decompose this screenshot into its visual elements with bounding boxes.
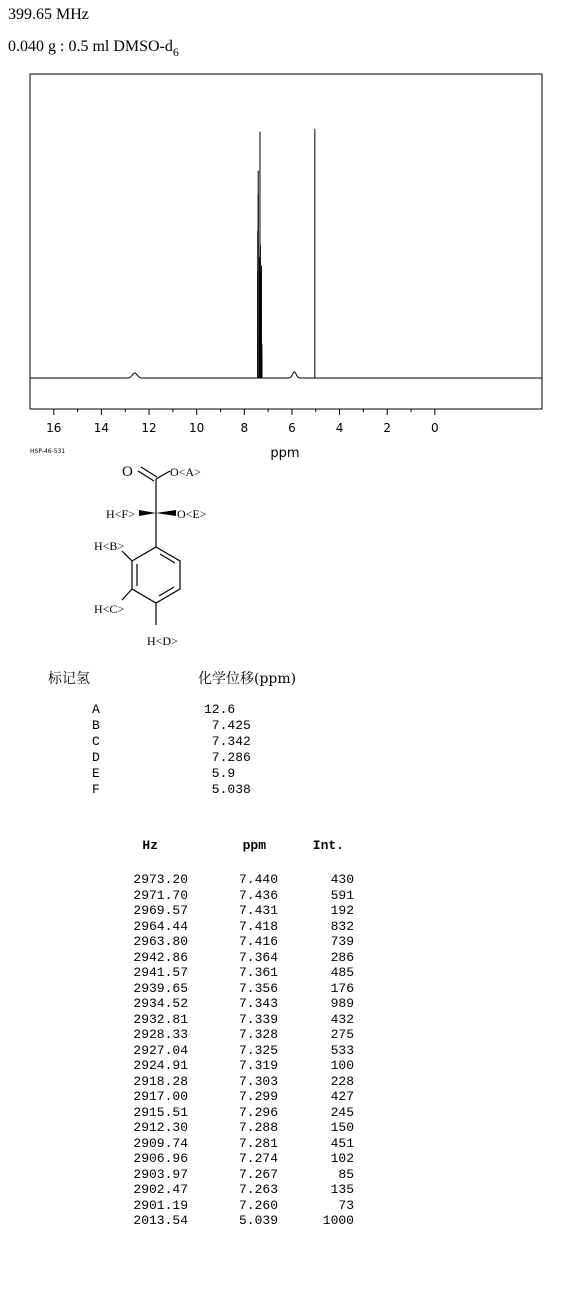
x-tick-label: 6	[288, 421, 296, 435]
hz-cell: 2939.65	[133, 980, 188, 996]
carbonyl-double-bond-1	[138, 471, 154, 481]
molecule-structure	[70, 455, 250, 655]
hz-cell: 2903.97	[133, 1166, 188, 1182]
ppm-cell: 7.296	[238, 1104, 278, 1120]
assignment-label-header: 标记氢	[48, 671, 90, 687]
assignment-shift: 5.9	[204, 766, 236, 781]
spectrometer-frequency: 399.65 MHz	[8, 6, 89, 23]
x-tick-label: 10	[189, 421, 205, 435]
x-tick-label: 4	[335, 421, 344, 435]
intensity-cell: 150	[330, 1120, 354, 1136]
hz-cell: 2912.30	[133, 1120, 188, 1136]
peak-table-body	[80, 872, 354, 1229]
ppm-cell: 7.325	[238, 1042, 278, 1058]
hydrogen-b-label: H<B>	[94, 539, 125, 553]
table-row	[80, 888, 354, 904]
intensity-cell: 192	[330, 903, 354, 919]
intensity-cell: 275	[330, 1027, 354, 1043]
ppm-cell: 7.343	[238, 996, 278, 1012]
assignment-label: D	[92, 750, 100, 765]
table-row	[80, 1027, 354, 1043]
hz-cell: 2918.28	[133, 1073, 188, 1089]
table-row	[80, 1089, 354, 1105]
table-row	[80, 1198, 354, 1214]
hz-cell: 2971.70	[133, 887, 188, 903]
ppm-cell: 7.299	[238, 1089, 278, 1105]
sample-description	[8, 38, 179, 60]
table-row	[80, 1105, 354, 1121]
table-row	[80, 1136, 354, 1152]
intensity-cell: 533	[330, 1042, 354, 1058]
x-axis-tick-labels	[46, 421, 438, 435]
intensity-cell: 432	[330, 1011, 354, 1027]
ppm-cell: 7.356	[238, 980, 278, 996]
ppm-cell: 7.260	[238, 1197, 278, 1213]
intensity-column-header: Int.	[312, 837, 344, 853]
ring-h-bond-c	[122, 589, 132, 600]
intensity-cell: 427	[330, 1089, 354, 1105]
table-row	[80, 1120, 354, 1136]
ppm-cell: 7.364	[238, 949, 278, 965]
hz-cell: 2013.54	[133, 1213, 188, 1229]
table-row	[80, 996, 354, 1012]
intensity-cell: 85	[338, 1166, 354, 1182]
hz-cell: 2932.81	[133, 1011, 188, 1027]
assignment-labels	[92, 702, 100, 798]
table-row	[80, 919, 354, 935]
x-tick-label: 16	[46, 421, 62, 435]
oxygen-a-label: O<A>	[170, 465, 201, 479]
intensity-cell: 1000	[322, 1213, 354, 1229]
hz-cell: 2906.96	[133, 1151, 188, 1167]
ppm-cell: 7.418	[238, 918, 278, 934]
x-tick-label: 2	[383, 421, 392, 435]
ppm-cell: 7.319	[238, 1058, 278, 1074]
hz-cell: 2915.51	[133, 1104, 188, 1120]
hz-cell: 2927.04	[133, 1042, 188, 1058]
hz-cell: 2964.44	[133, 918, 188, 934]
assignment-shift-header: 化学位移(ppm)	[198, 671, 297, 687]
hydrogen-f-label: H<F>	[106, 507, 135, 521]
ring-double-bond-1	[160, 554, 175, 563]
intensity-cell: 832	[330, 918, 354, 934]
peak-lines	[258, 129, 315, 378]
assignment-shifts	[204, 702, 251, 798]
table-row	[80, 1213, 354, 1229]
hz-cell: 2934.52	[133, 996, 188, 1012]
peak-table-spacer	[80, 856, 354, 872]
ppm-cell: 7.339	[238, 1011, 278, 1027]
hz-cell: 2909.74	[133, 1135, 188, 1151]
assignment-label: B	[92, 718, 100, 733]
table-row	[80, 1058, 354, 1074]
table-row	[80, 950, 354, 966]
oxygen-e-label: O<E>	[177, 507, 207, 521]
sample-text: 0.040 g : 0.5 ml DMSO-d	[8, 38, 173, 55]
hz-cell: 2928.33	[133, 1027, 188, 1043]
hydrogen-d-label: H<D>	[147, 634, 178, 648]
table-row	[80, 1182, 354, 1198]
table-row	[80, 1074, 354, 1090]
hz-cell: 2901.19	[133, 1197, 188, 1213]
intensity-cell: 100	[330, 1058, 354, 1074]
assignment-shift: 12.6	[204, 702, 236, 717]
assignment-shift: 7.342	[204, 734, 251, 749]
sample-code: HSP-46-531	[30, 448, 66, 455]
nmr-spectrum-chart	[0, 60, 570, 460]
assignment-shift: 5.038	[204, 782, 251, 797]
table-row	[80, 965, 354, 981]
intensity-cell: 73	[338, 1197, 354, 1213]
assignment-label: C	[92, 734, 100, 749]
assignment-label: A	[92, 702, 100, 717]
assignment-label: F	[92, 782, 100, 797]
hz-cell: 2941.57	[133, 965, 188, 981]
hz-cell: 2924.91	[133, 1058, 188, 1074]
intensity-cell: 451	[330, 1135, 354, 1151]
ring-double-bond-2	[159, 587, 174, 596]
table-row	[80, 903, 354, 919]
hz-cell: 2902.47	[133, 1182, 188, 1198]
assignment-shift: 7.425	[204, 718, 251, 733]
table-row	[80, 1043, 354, 1059]
intensity-cell: 228	[330, 1073, 354, 1089]
ppm-cell: 7.431	[238, 903, 278, 919]
intensity-cell: 176	[330, 980, 354, 996]
intensity-cell: 485	[330, 965, 354, 981]
ppm-cell: 7.303	[238, 1073, 278, 1089]
table-row	[80, 1012, 354, 1028]
peak-table-header-row	[80, 834, 354, 856]
intensity-cell: 102	[330, 1151, 354, 1167]
ppm-cell: 7.328	[238, 1027, 278, 1043]
hydrogen-c-label: H<C>	[94, 602, 125, 616]
ppm-cell: 7.263	[238, 1182, 278, 1198]
carbonyl-double-bond-2	[141, 467, 157, 477]
wedge-bond-o	[156, 510, 176, 516]
wedge-bond-h	[139, 510, 156, 516]
hz-cell: 2973.20	[133, 872, 188, 888]
benzene-ring	[132, 547, 180, 603]
table-row	[80, 934, 354, 950]
ppm-cell: 7.440	[238, 872, 278, 888]
x-tick-label: 12	[141, 421, 157, 435]
hz-cell: 2963.80	[133, 934, 188, 950]
intensity-cell: 430	[330, 872, 354, 888]
assignment-shift: 7.286	[204, 750, 251, 765]
x-axis-label: ppm	[270, 446, 300, 460]
hz-cell: 2917.00	[133, 1089, 188, 1105]
ppm-cell: 7.416	[238, 934, 278, 950]
ppm-cell: 7.288	[238, 1120, 278, 1136]
intensity-cell: 286	[330, 949, 354, 965]
sample-subscript: 6	[172, 45, 179, 59]
ppm-cell: 7.267	[238, 1166, 278, 1182]
x-tick-label: 8	[240, 421, 249, 435]
plot-frame	[30, 74, 542, 409]
ppm-column-header: ppm	[242, 837, 266, 853]
spectrum-trace	[30, 372, 542, 378]
intensity-cell: 989	[330, 996, 354, 1012]
intensity-cell: 245	[330, 1104, 354, 1120]
hz-cell: 2969.57	[133, 903, 188, 919]
hz-cell: 2942.86	[133, 949, 188, 965]
carbonyl-oxygen-label: O	[122, 464, 133, 480]
assignment-label: E	[92, 766, 100, 781]
ppm-cell: 7.436	[238, 887, 278, 903]
hz-column-header: Hz	[142, 837, 158, 853]
intensity-cell: 591	[330, 887, 354, 903]
table-row	[80, 872, 354, 888]
intensity-cell: 135	[330, 1182, 354, 1198]
intensity-cell: 739	[330, 934, 354, 950]
ppm-cell: 5.039	[238, 1213, 278, 1229]
ppm-cell: 7.361	[238, 965, 278, 981]
x-tick-label: 0	[431, 421, 439, 435]
ppm-cell: 7.274	[238, 1151, 278, 1167]
table-row	[80, 981, 354, 997]
x-tick-label: 14	[93, 421, 110, 435]
ppm-cell: 7.281	[238, 1135, 278, 1151]
x-axis-ticks	[54, 409, 435, 415]
carboxyl-o-bond	[156, 471, 170, 479]
table-row	[80, 1167, 354, 1183]
table-row	[80, 1151, 354, 1167]
peak-list-table	[80, 834, 354, 1229]
